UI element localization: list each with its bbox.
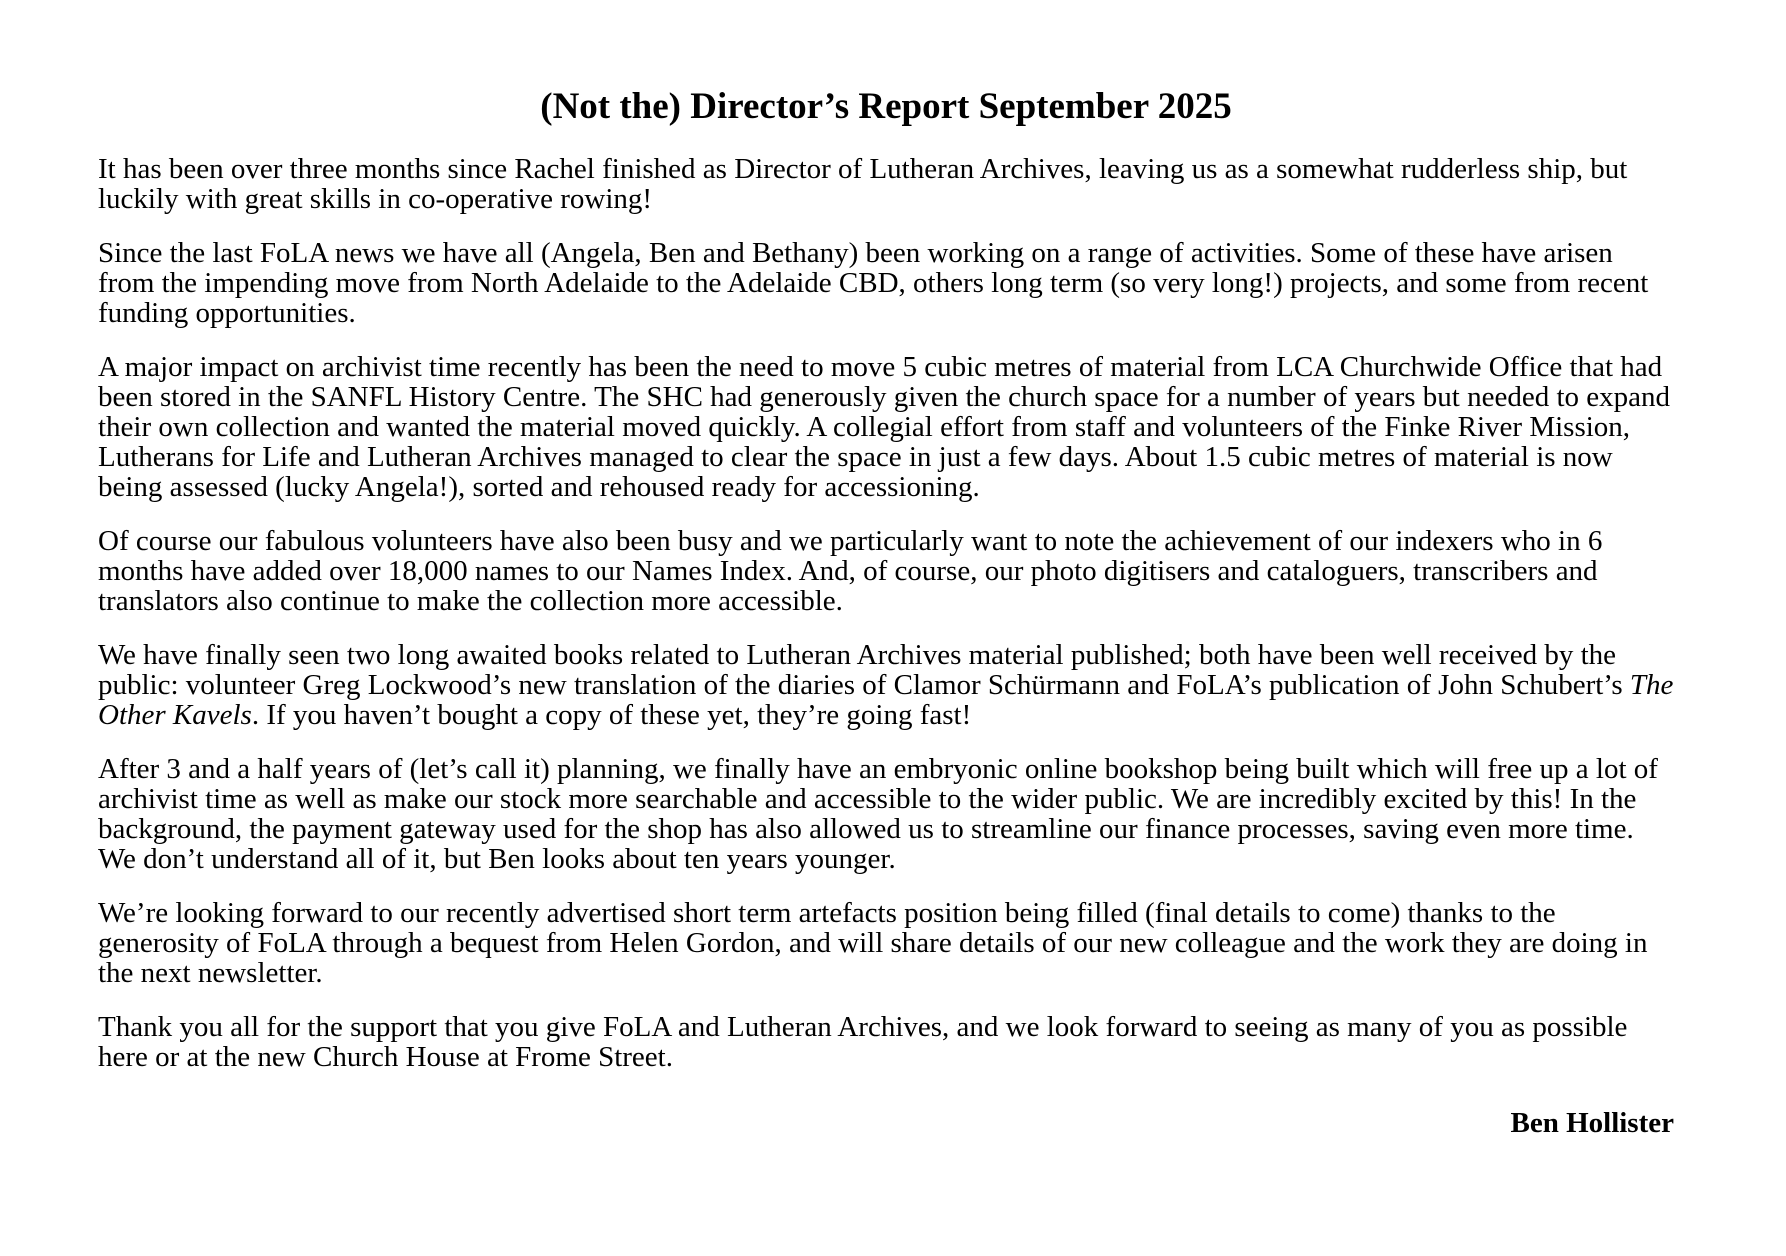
paragraph bbox=[98, 238, 1674, 328]
text-segment: Since the last FoLA news we have all (Angela, Ben and Bethany) been working on a range of activities. Some of these have arisen from the impending move from North Adelaide to the Adelaide CBD, others long term (so very long!) projects, and some from recent funding opportunities. bbox=[98, 237, 1649, 329]
document-body bbox=[98, 154, 1674, 1072]
paragraph bbox=[98, 154, 1674, 214]
text-segment: It has been over three months since Rachel finished as Director of Lutheran Archives, leaving us as a somewhat rudderless ship, but luckily with great skills in co-operative rowing! bbox=[98, 153, 1628, 215]
text-segment: Thank you all for the support that you give FoLA and Lutheran Archives, and we look forward to seeing as many of you as possible here or at the new Church House at Frome Street. bbox=[98, 1011, 1628, 1073]
text-segment: A major impact on archivist time recently has been the need to move 5 cubic metres of material from LCA Churchwide Office that had been stored in the SANFL History Centre. The SHC had generously given the church space for a number of years but needed to expand their own collection and wanted the material moved quickly. A collegial effort from staff and volunteers of the Finke River Mission, Lutherans for Life and Lutheran Archives managed to clear the space in just a few days. About 1.5 cubic metres of material is now being assessed (lucky Angela!), sorted and rehoused ready for accessioning. bbox=[98, 351, 1671, 503]
text-segment: . If you haven’t bought a copy of these yet, they’re going fast! bbox=[251, 699, 972, 731]
text-segment: After 3 and a half years of (let’s call it) planning, we finally have an embryonic online bookshop being built which will free up a lot of archivist time as well as make our stock more searchable and accessible to the wider public. We are incredibly excited by this! In the background, the payment gateway used for the shop has also allowed us to streamline our finance processes, saving even more time. We don’t understand all of it, but Ben looks about ten years younger. bbox=[98, 753, 1658, 875]
paragraph bbox=[98, 754, 1674, 874]
paragraph bbox=[98, 1012, 1674, 1072]
page-title: (Not the) Director’s Report September 2025 bbox=[540, 86, 1232, 127]
paragraph bbox=[98, 352, 1674, 502]
paragraph bbox=[98, 640, 1674, 730]
text-segment: The Other Kavels bbox=[98, 669, 1674, 731]
text-segment: We have finally seen two long awaited books related to Lutheran Archives material published; both have been well received by the public: volunteer Greg Lockwood’s new translation of the diaries of Clamor Schürmann and FoLA’s publication of John Schubert’s bbox=[98, 639, 1630, 701]
signature: Ben Hollister bbox=[1510, 1107, 1674, 1139]
paragraph bbox=[98, 898, 1674, 988]
text-segment: Of course our fabulous volunteers have also been busy and we particularly want to note the achievement of our indexers who in 6 months have added over 18,000 names to our Names Index. And, of course, our photo digitisers and cataloguers, transcribers and translators also continue to make the collection more accessible. bbox=[98, 525, 1603, 617]
paragraph bbox=[98, 526, 1674, 616]
text-segment: We’re looking forward to our recently advertised short term artefacts position being filled (final details to come) thanks to the generosity of FoLA through a bequest from Helen Gordon, and will share details of our new colleague and the work they are doing in the next newsletter. bbox=[98, 897, 1648, 989]
